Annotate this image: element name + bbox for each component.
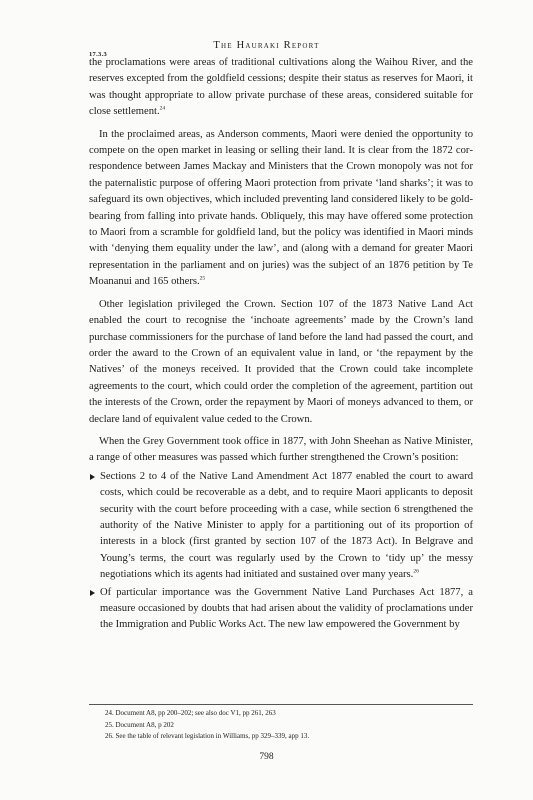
paragraph-4: When the Grey Government took office in 1877, with John Sheehan as Native Minister, a range of other measures was passed which further strengthened the Crown’s position:	[89, 435, 473, 464]
paragraph-2	[89, 127, 473, 291]
list-item-text: Of particular importance was the Government Native Land Purchases Act 1877, a measure occasioned by doubts that had arisen about the validity of proclamations under the Immigration and Public Works Act. The new law empowered the Government by	[100, 586, 473, 631]
body-text	[89, 55, 473, 635]
paragraph-3: Other legislation privileged the Crown. Section 107 of the 1873 Native Land Act enabled the court to recognise the ‘inchoate agreements’ made by the Crown’s land purchase commissioners for the purchase of land before the land had passed the court, and order the award to the Crown of an equivalent value in land, or ‘the repayment by the Natives’ of the moneys received. It provided that the Crown could take incomplete agreements to the court, which could order the completion of the agreement, partition out the interests of the Crown, order the repayment by Maori of moneys advanced to them, or declare land of equivalent value ceded to the Crown.	[89, 298, 473, 425]
footnote-24: 24. Document A8, pp 200–202; see also doc V1, pp 261, 263	[105, 709, 276, 717]
list-item	[89, 585, 473, 634]
paragraph-1-text: the proclamations were areas of traditional cultivations along the Waihou River, and the reserves excepted from the goldfield cessions; despite their status as reserves for Maori, it was thought appropriate to allow private purchase of these areas, considered suitable for close settlement.	[89, 57, 473, 118]
footnote-ref-24[interactable]: 24	[159, 105, 166, 112]
measures-list	[89, 469, 473, 634]
running-head: The Hauraki Report	[213, 40, 320, 51]
footnotes	[105, 708, 473, 743]
paragraph-2-text: In the proclaimed areas, as Anderson comments, Maori were denied the opportunity to compete on the open market in leasing or selling their land. It is clear from the 1872 correspondence between James Mackay and Ministers that the Crown monopoly was not for the paternalistic purpose of offering Maori protection from private ‘land sharks’; it was to safeguard its own objectives, which included preventing land considered likely to be gold-bearing from falling into private hands. Obliquely, this may have offered some protection to Maori from a scramble for goldfield land, but the policy was identified in Maori minds with ‘denying them equality under the law’, and (along with a demand for greater Maori representation in the parliament and on juries) was the subject of an 1876 petition by Te Moananui and 165 others.	[89, 128, 473, 288]
section-number: 17.3.3	[89, 51, 108, 58]
page-number: 798	[259, 752, 274, 762]
paragraph-1	[89, 55, 473, 121]
footnote-25: 25. Document A8, p 202	[105, 720, 174, 729]
list-item	[89, 469, 473, 584]
footnote-ref-25[interactable]: 25	[199, 275, 206, 282]
list-item-text: Sections 2 to 4 of the Native Land Amendment Act 1877 enabled the court to award costs, which could be recoverable as a debt, and to require Maori applicants to deposit security with the court before proceeding with a case, while section 6 strengthened the authority of the Native Minister to apply for a partitioning out of its proportion of interests in a block (first granted by section 107 of the 1873 Act). In Belgrave and Young’s terms, the court was regularly used by the Crown to ‘tidy up’ the messy negotiations which its agents had initiated and sustained over many years.	[100, 470, 473, 581]
footnote-divider	[89, 704, 473, 705]
footnote-26: 26. See the table of relevant legislation in Williams, pp 329–339, app 13.	[105, 732, 310, 740]
footnote-ref-26[interactable]: 26	[413, 568, 419, 575]
